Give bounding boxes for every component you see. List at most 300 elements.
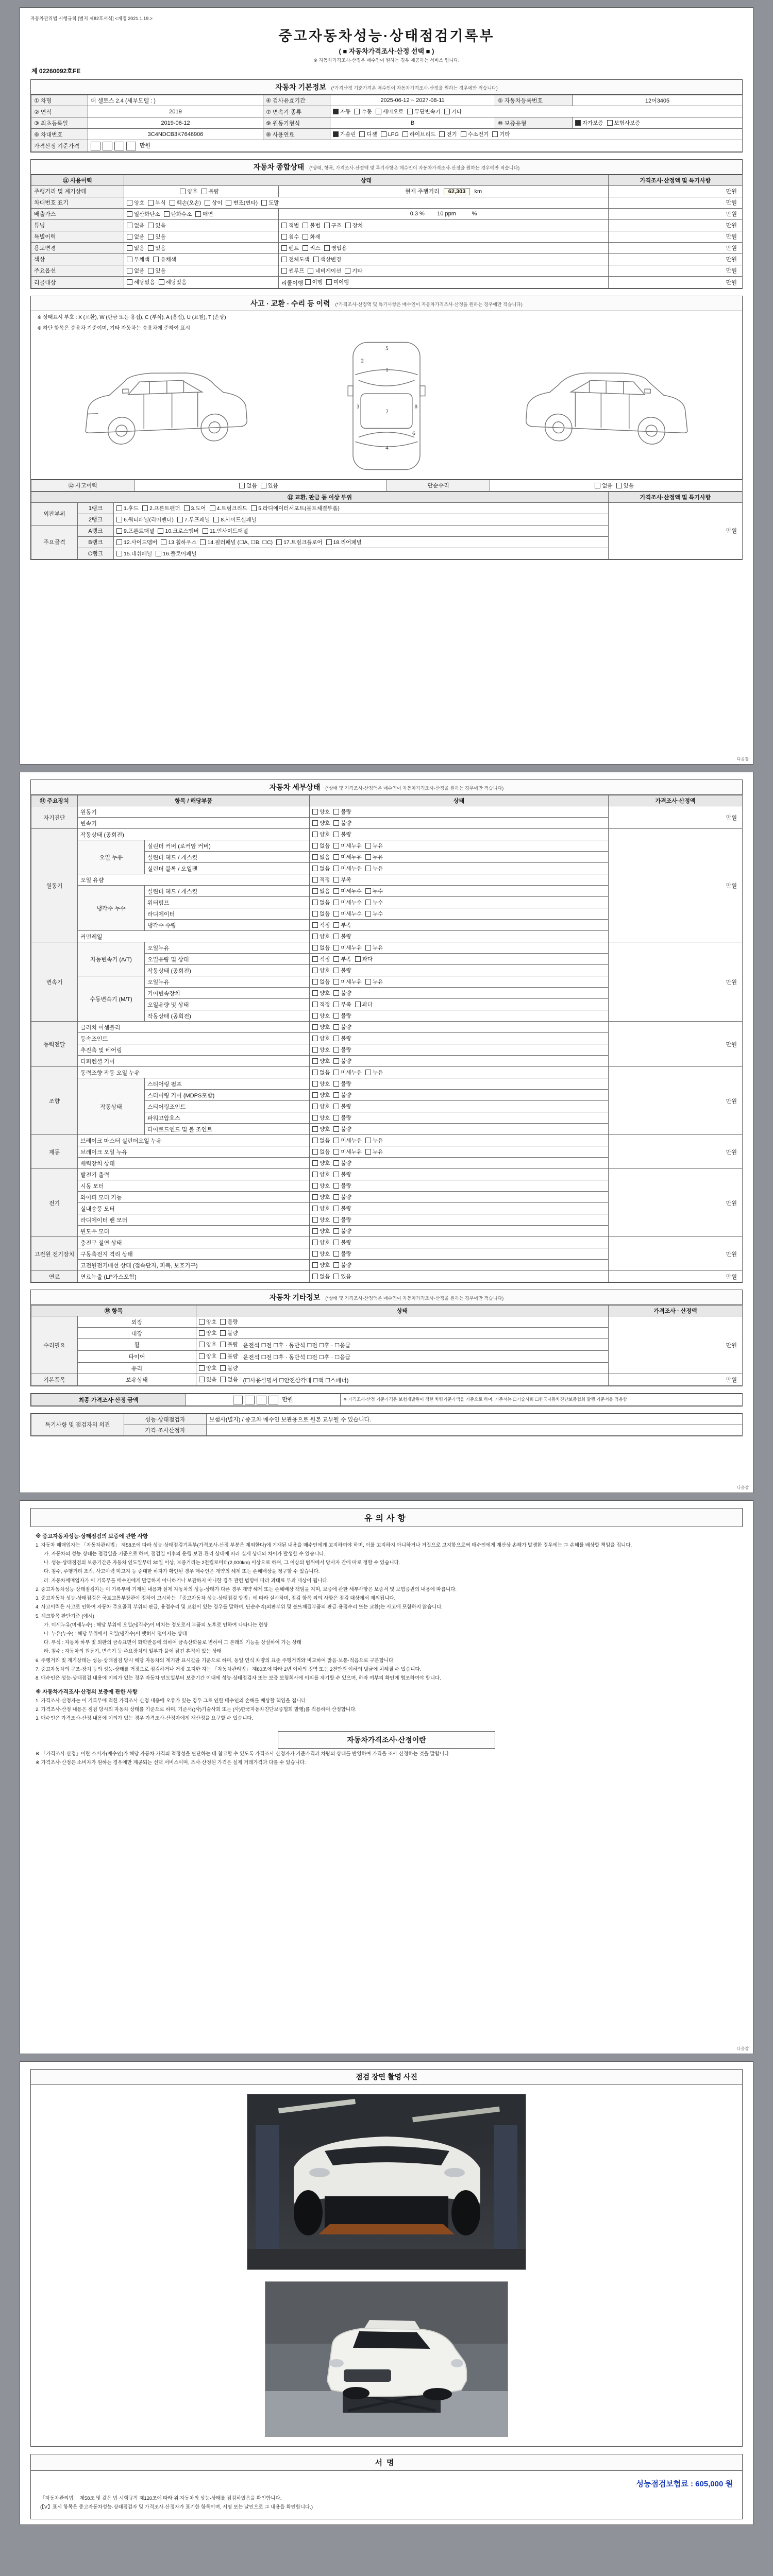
checkbox-option[interactable] — [333, 955, 351, 963]
checkbox-icon[interactable] — [333, 1228, 339, 1234]
checkbox-icon[interactable] — [312, 900, 318, 905]
price-digit-box[interactable] — [103, 142, 112, 150]
checkbox-icon[interactable] — [199, 1377, 205, 1382]
checkbox-option[interactable] — [333, 842, 362, 850]
checkbox-option[interactable] — [281, 233, 299, 241]
checkbox-option[interactable] — [312, 1080, 330, 1088]
checkbox-icon[interactable] — [195, 211, 201, 217]
checkbox-option[interactable] — [333, 1001, 351, 1008]
checkbox-icon[interactable] — [220, 1353, 226, 1359]
checkbox-option[interactable] — [127, 199, 144, 207]
checkbox-option[interactable] — [312, 1057, 330, 1065]
checkbox-icon[interactable] — [333, 956, 339, 962]
checkbox-icon[interactable] — [312, 1240, 318, 1245]
checkbox-option[interactable] — [312, 899, 330, 906]
checkbox-option[interactable] — [312, 853, 330, 861]
checkbox-icon[interactable] — [312, 1036, 318, 1041]
checkbox-option[interactable] — [365, 1148, 383, 1156]
checkbox-option[interactable] — [312, 1216, 330, 1224]
checkbox-option[interactable] — [116, 516, 174, 523]
checkbox-icon[interactable] — [333, 911, 339, 917]
checkbox-icon[interactable] — [164, 211, 170, 217]
checkbox-option[interactable] — [333, 831, 351, 838]
checkbox-option[interactable] — [142, 504, 180, 512]
checkbox-option[interactable] — [312, 842, 330, 850]
checkbox-icon[interactable] — [333, 1262, 339, 1268]
checkbox-option[interactable] — [220, 1352, 238, 1360]
checkbox-icon[interactable] — [333, 854, 339, 860]
checkbox-option[interactable] — [333, 989, 351, 997]
checkbox-option[interactable] — [127, 278, 155, 286]
checkbox-icon[interactable] — [281, 268, 287, 274]
checkbox-option[interactable] — [220, 1376, 238, 1383]
checkbox-option[interactable] — [312, 1205, 330, 1212]
checkbox-icon[interactable] — [148, 234, 154, 240]
checkbox-option[interactable] — [148, 233, 165, 241]
checkbox-icon[interactable] — [312, 843, 318, 849]
checkbox-option[interactable] — [312, 887, 330, 895]
checkbox-option[interactable] — [127, 233, 144, 241]
checkbox-icon[interactable] — [312, 1070, 318, 1075]
checkbox-icon[interactable] — [324, 245, 330, 251]
checkbox-option[interactable] — [607, 119, 641, 127]
checkbox-icon[interactable] — [365, 866, 371, 871]
checkbox-icon[interactable] — [203, 528, 208, 534]
checkbox-option[interactable] — [333, 808, 351, 816]
checkbox-icon[interactable] — [276, 539, 282, 545]
checkbox-icon[interactable] — [333, 945, 339, 951]
checkbox-icon[interactable] — [381, 131, 386, 137]
checkbox-icon[interactable] — [148, 200, 154, 206]
checkbox-icon[interactable] — [312, 922, 318, 928]
checkbox-option[interactable] — [203, 527, 248, 535]
checkbox-icon[interactable] — [333, 1070, 339, 1075]
checkbox-option[interactable] — [127, 222, 144, 229]
checkbox-option[interactable] — [220, 1329, 238, 1337]
checkbox-option[interactable] — [199, 1364, 216, 1372]
checkbox-option[interactable] — [312, 1103, 330, 1110]
checkbox-icon[interactable] — [312, 832, 318, 837]
checkbox-icon[interactable] — [312, 1058, 318, 1064]
checkbox-option[interactable] — [376, 108, 404, 115]
checkbox-icon[interactable] — [333, 131, 339, 137]
checkbox-option[interactable] — [333, 910, 362, 918]
checkbox-icon[interactable] — [355, 956, 361, 962]
checkbox-option[interactable] — [333, 108, 350, 115]
checkbox-option[interactable] — [170, 199, 201, 207]
checkbox-icon[interactable] — [333, 990, 339, 996]
checkbox-icon[interactable] — [312, 990, 318, 996]
checkbox-icon[interactable] — [148, 268, 154, 274]
checkbox-option[interactable] — [312, 819, 330, 827]
checkbox-icon[interactable] — [312, 945, 318, 951]
checkbox-option[interactable] — [127, 256, 149, 263]
checkbox-option[interactable] — [333, 967, 351, 974]
checkbox-icon[interactable] — [281, 223, 287, 228]
checkbox-icon[interactable] — [303, 223, 308, 228]
checkbox-option[interactable] — [333, 1193, 351, 1201]
checkbox-icon[interactable] — [492, 131, 498, 137]
checkbox-icon[interactable] — [220, 1377, 226, 1382]
checkbox-option[interactable] — [312, 1114, 330, 1122]
checkbox-option[interactable] — [333, 876, 351, 884]
checkbox-icon[interactable] — [333, 1115, 339, 1121]
checkbox-option[interactable] — [312, 967, 330, 974]
checkbox-icon[interactable] — [281, 257, 287, 262]
price-digit-box[interactable] — [257, 1396, 266, 1404]
checkbox-icon[interactable] — [326, 539, 332, 545]
checkbox-option[interactable] — [312, 1250, 330, 1258]
checkbox-icon[interactable] — [333, 1274, 339, 1279]
checkbox-icon[interactable] — [220, 1330, 226, 1336]
checkbox-option[interactable] — [312, 831, 330, 838]
checkbox-option[interactable] — [365, 842, 383, 850]
checkbox-icon[interactable] — [127, 200, 132, 206]
checkbox-icon[interactable] — [116, 528, 122, 534]
price-digit-box[interactable] — [91, 142, 100, 150]
checkbox-icon[interactable] — [312, 1172, 318, 1177]
checkbox-icon[interactable] — [365, 911, 371, 917]
checkbox-option[interactable] — [333, 1069, 362, 1076]
checkbox-icon[interactable] — [116, 551, 122, 556]
checkbox-option[interactable] — [312, 1001, 330, 1008]
checkbox-icon[interactable] — [333, 1002, 339, 1007]
checkbox-icon[interactable] — [333, 1036, 339, 1041]
checkbox-option[interactable] — [333, 819, 351, 827]
checkbox-option[interactable] — [313, 256, 342, 263]
checkbox-icon[interactable] — [407, 109, 413, 114]
checkbox-option[interactable] — [312, 1023, 330, 1031]
checkbox-option[interactable] — [148, 267, 165, 275]
checkbox-option[interactable] — [616, 482, 634, 489]
price-digit-box[interactable] — [233, 1396, 243, 1404]
checkbox-option[interactable] — [492, 130, 510, 138]
checkbox-icon[interactable] — [180, 189, 186, 194]
checkbox-option[interactable] — [276, 538, 322, 546]
checkbox-icon[interactable] — [281, 234, 287, 240]
checkbox-icon[interactable] — [312, 968, 318, 973]
checkbox-option[interactable] — [312, 910, 330, 918]
checkbox-icon[interactable] — [365, 900, 371, 905]
checkbox-icon[interactable] — [333, 922, 339, 928]
checkbox-icon[interactable] — [333, 1183, 339, 1189]
checkbox-icon[interactable] — [127, 257, 132, 262]
checkbox-option[interactable] — [261, 482, 278, 489]
checkbox-icon[interactable] — [402, 131, 408, 137]
checkbox-icon[interactable] — [333, 877, 339, 883]
checkbox-icon[interactable] — [333, 809, 339, 815]
price-digit-box[interactable] — [114, 142, 124, 150]
checkbox-option[interactable] — [333, 1182, 351, 1190]
checkbox-option[interactable] — [345, 222, 363, 229]
checkbox-option[interactable] — [184, 504, 206, 512]
checkbox-icon[interactable] — [439, 131, 445, 137]
checkbox-option[interactable] — [312, 921, 330, 929]
checkbox-icon[interactable] — [312, 809, 318, 815]
checkbox-icon[interactable] — [158, 528, 163, 534]
checkbox-icon[interactable] — [281, 245, 287, 251]
checkbox-icon[interactable] — [142, 505, 148, 511]
checkbox-icon[interactable] — [312, 854, 318, 860]
checkbox-icon[interactable] — [575, 120, 581, 126]
checkbox-icon[interactable] — [312, 1160, 318, 1166]
checkbox-icon[interactable] — [365, 1138, 371, 1143]
checkbox-icon[interactable] — [148, 245, 154, 251]
checkbox-option[interactable] — [439, 130, 457, 138]
checkbox-option[interactable] — [345, 267, 362, 275]
checkbox-icon[interactable] — [312, 877, 318, 883]
checkbox-option[interactable] — [365, 978, 383, 986]
checkbox-icon[interactable] — [156, 551, 161, 556]
checkbox-icon[interactable] — [312, 1274, 318, 1279]
checkbox-icon[interactable] — [303, 234, 308, 240]
checkbox-option[interactable] — [365, 887, 383, 895]
checkbox-option[interactable] — [303, 244, 320, 252]
checkbox-option[interactable] — [365, 899, 383, 906]
checkbox-icon[interactable] — [312, 1092, 318, 1098]
checkbox-option[interactable] — [333, 130, 356, 138]
checkbox-icon[interactable] — [461, 131, 466, 137]
checkbox-option[interactable] — [220, 1318, 238, 1326]
checkbox-icon[interactable] — [333, 1138, 339, 1143]
checkbox-option[interactable] — [333, 1012, 351, 1020]
checkbox-option[interactable] — [312, 944, 330, 952]
checkbox-icon[interactable] — [127, 279, 132, 285]
checkbox-option[interactable] — [365, 1137, 383, 1144]
checkbox-option[interactable] — [333, 1080, 351, 1088]
checkbox-option[interactable] — [333, 1159, 351, 1167]
checkbox-icon[interactable] — [312, 1115, 318, 1121]
checkbox-icon[interactable] — [333, 843, 339, 849]
checkbox-option[interactable] — [333, 1035, 351, 1042]
checkbox-icon[interactable] — [376, 109, 381, 114]
checkbox-icon[interactable] — [161, 539, 166, 545]
checkbox-icon[interactable] — [333, 1058, 339, 1064]
checkbox-option[interactable] — [261, 199, 279, 207]
checkbox-icon[interactable] — [127, 245, 132, 251]
checkbox-icon[interactable] — [359, 131, 365, 137]
checkbox-option[interactable] — [199, 1318, 216, 1326]
checkbox-option[interactable] — [161, 538, 196, 546]
checkbox-option[interactable] — [127, 267, 144, 275]
checkbox-icon[interactable] — [333, 888, 339, 894]
checkbox-icon[interactable] — [312, 979, 318, 985]
checkbox-icon[interactable] — [200, 539, 206, 545]
checkbox-option[interactable] — [210, 504, 247, 512]
checkbox-option[interactable] — [148, 244, 165, 252]
checkbox-option[interactable] — [333, 978, 362, 986]
checkbox-icon[interactable] — [333, 1160, 339, 1166]
checkbox-icon[interactable] — [333, 979, 339, 985]
checkbox-option[interactable] — [281, 244, 299, 252]
checkbox-icon[interactable] — [312, 1262, 318, 1268]
checkbox-icon[interactable] — [312, 1081, 318, 1087]
checkbox-icon[interactable] — [116, 505, 122, 511]
checkbox-option[interactable] — [333, 887, 362, 895]
checkbox-icon[interactable] — [345, 268, 350, 274]
checkbox-icon[interactable] — [312, 1024, 318, 1030]
checkbox-option[interactable] — [333, 1250, 351, 1258]
checkbox-option[interactable] — [281, 222, 299, 229]
checkbox-option[interactable] — [333, 1239, 351, 1246]
checkbox-icon[interactable] — [199, 1319, 205, 1325]
checkbox-icon[interactable] — [333, 1104, 339, 1109]
price-digit-box[interactable] — [268, 1396, 278, 1404]
checkbox-icon[interactable] — [312, 888, 318, 894]
checkbox-icon[interactable] — [312, 866, 318, 871]
checkbox-option[interactable] — [116, 550, 152, 557]
checkbox-option[interactable] — [312, 933, 330, 940]
checkbox-option[interactable] — [365, 853, 383, 861]
checkbox-icon[interactable] — [312, 1013, 318, 1019]
checkbox-option[interactable] — [199, 1352, 216, 1360]
checkbox-option[interactable] — [355, 955, 373, 963]
checkbox-icon[interactable] — [213, 517, 219, 522]
checkbox-option[interactable] — [333, 933, 351, 940]
checkbox-icon[interactable] — [199, 1353, 205, 1359]
checkbox-option[interactable] — [312, 1182, 330, 1190]
checkbox-icon[interactable] — [312, 1149, 318, 1155]
checkbox-option[interactable] — [354, 108, 372, 115]
checkbox-icon[interactable] — [116, 539, 122, 545]
checkbox-option[interactable] — [312, 978, 330, 986]
checkbox-option[interactable] — [220, 1364, 238, 1372]
checkbox-option[interactable] — [595, 482, 612, 489]
checkbox-icon[interactable] — [333, 1024, 339, 1030]
checkbox-option[interactable] — [148, 222, 165, 229]
checkbox-icon[interactable] — [333, 1217, 339, 1223]
checkbox-option[interactable] — [281, 256, 310, 263]
checkbox-icon[interactable] — [220, 1319, 226, 1325]
checkbox-icon[interactable] — [333, 1251, 339, 1257]
price-digit-box[interactable] — [126, 142, 136, 150]
checkbox-icon[interactable] — [333, 900, 339, 905]
checkbox-icon[interactable] — [333, 1081, 339, 1087]
checkbox-option[interactable] — [312, 1261, 330, 1269]
checkbox-option[interactable] — [312, 865, 330, 872]
checkbox-option[interactable] — [156, 550, 196, 557]
checkbox-option[interactable] — [355, 1001, 373, 1008]
checkbox-option[interactable] — [226, 199, 258, 207]
checkbox-icon[interactable] — [365, 1149, 371, 1155]
checkbox-option[interactable] — [116, 504, 139, 512]
checkbox-option[interactable] — [116, 527, 154, 535]
checkbox-icon[interactable] — [365, 979, 371, 985]
checkbox-icon[interactable] — [184, 505, 190, 511]
checkbox-option[interactable] — [326, 278, 349, 286]
checkbox-option[interactable] — [326, 538, 362, 546]
checkbox-icon[interactable] — [170, 200, 175, 206]
checkbox-icon[interactable] — [312, 1183, 318, 1189]
checkbox-option[interactable] — [407, 108, 441, 115]
checkbox-option[interactable] — [251, 504, 340, 512]
checkbox-option[interactable] — [312, 1091, 330, 1099]
checkbox-option[interactable] — [333, 1125, 351, 1133]
checkbox-option[interactable] — [201, 188, 219, 195]
checkbox-icon[interactable] — [312, 1002, 318, 1007]
checkbox-icon[interactable] — [127, 234, 132, 240]
checkbox-option[interactable] — [365, 910, 383, 918]
checkbox-option[interactable] — [312, 876, 330, 884]
checkbox-icon[interactable] — [333, 1194, 339, 1200]
checkbox-icon[interactable] — [365, 945, 371, 951]
checkbox-option[interactable] — [177, 516, 210, 523]
checkbox-option[interactable] — [213, 516, 257, 523]
checkbox-option[interactable] — [158, 527, 198, 535]
checkbox-icon[interactable] — [220, 1365, 226, 1371]
checkbox-icon[interactable] — [312, 934, 318, 939]
checkbox-icon[interactable] — [333, 934, 339, 939]
checkbox-icon[interactable] — [313, 257, 319, 262]
checkbox-option[interactable] — [461, 130, 489, 138]
checkbox-option[interactable] — [324, 244, 347, 252]
checkbox-icon[interactable] — [333, 1013, 339, 1019]
checkbox-icon[interactable] — [312, 911, 318, 917]
checkbox-icon[interactable] — [305, 279, 311, 285]
checkbox-option[interactable] — [199, 1329, 216, 1337]
checkbox-option[interactable] — [239, 482, 257, 489]
checkbox-option[interactable] — [444, 108, 462, 115]
checkbox-icon[interactable] — [354, 109, 360, 114]
checkbox-option[interactable] — [159, 278, 187, 286]
checkbox-option[interactable] — [312, 989, 330, 997]
checkbox-option[interactable] — [127, 210, 160, 218]
checkbox-icon[interactable] — [333, 1092, 339, 1098]
checkbox-option[interactable] — [312, 1193, 330, 1201]
checkbox-icon[interactable] — [312, 1047, 318, 1053]
checkbox-icon[interactable] — [333, 968, 339, 973]
checkbox-option[interactable] — [333, 1103, 351, 1110]
checkbox-option[interactable] — [333, 1216, 351, 1224]
checkbox-option[interactable] — [195, 210, 213, 218]
checkbox-option[interactable] — [303, 222, 320, 229]
checkbox-icon[interactable] — [365, 1070, 371, 1075]
checkbox-option[interactable] — [127, 244, 144, 252]
checkbox-icon[interactable] — [333, 1172, 339, 1177]
checkbox-icon[interactable] — [365, 854, 371, 860]
checkbox-icon[interactable] — [333, 1047, 339, 1053]
checkbox-icon[interactable] — [312, 1251, 318, 1257]
checkbox-option[interactable] — [381, 131, 399, 138]
checkbox-icon[interactable] — [312, 1126, 318, 1132]
checkbox-option[interactable] — [333, 899, 362, 906]
checkbox-icon[interactable] — [326, 279, 332, 285]
checkbox-icon[interactable] — [261, 200, 267, 206]
checkbox-option[interactable] — [148, 199, 165, 207]
checkbox-icon[interactable] — [324, 223, 330, 228]
checkbox-icon[interactable] — [239, 483, 245, 488]
checkbox-icon[interactable] — [261, 483, 266, 488]
checkbox-option[interactable] — [333, 865, 362, 872]
checkbox-icon[interactable] — [312, 820, 318, 826]
checkbox-icon[interactable] — [333, 1240, 339, 1245]
checkbox-option[interactable] — [312, 1012, 330, 1020]
checkbox-option[interactable] — [333, 1261, 351, 1269]
checkbox-icon[interactable] — [159, 279, 164, 285]
checkbox-option[interactable] — [305, 278, 323, 286]
checkbox-icon[interactable] — [199, 1342, 205, 1347]
checkbox-option[interactable] — [333, 1148, 362, 1156]
checkbox-option[interactable] — [333, 944, 362, 952]
checkbox-icon[interactable] — [345, 223, 351, 228]
checkbox-option[interactable] — [312, 1125, 330, 1133]
checkbox-icon[interactable] — [312, 1206, 318, 1211]
checkbox-option[interactable] — [303, 233, 320, 241]
checkbox-option[interactable] — [312, 955, 330, 963]
checkbox-icon[interactable] — [333, 866, 339, 871]
checkbox-option[interactable] — [312, 1035, 330, 1042]
checkbox-option[interactable] — [199, 1341, 216, 1348]
